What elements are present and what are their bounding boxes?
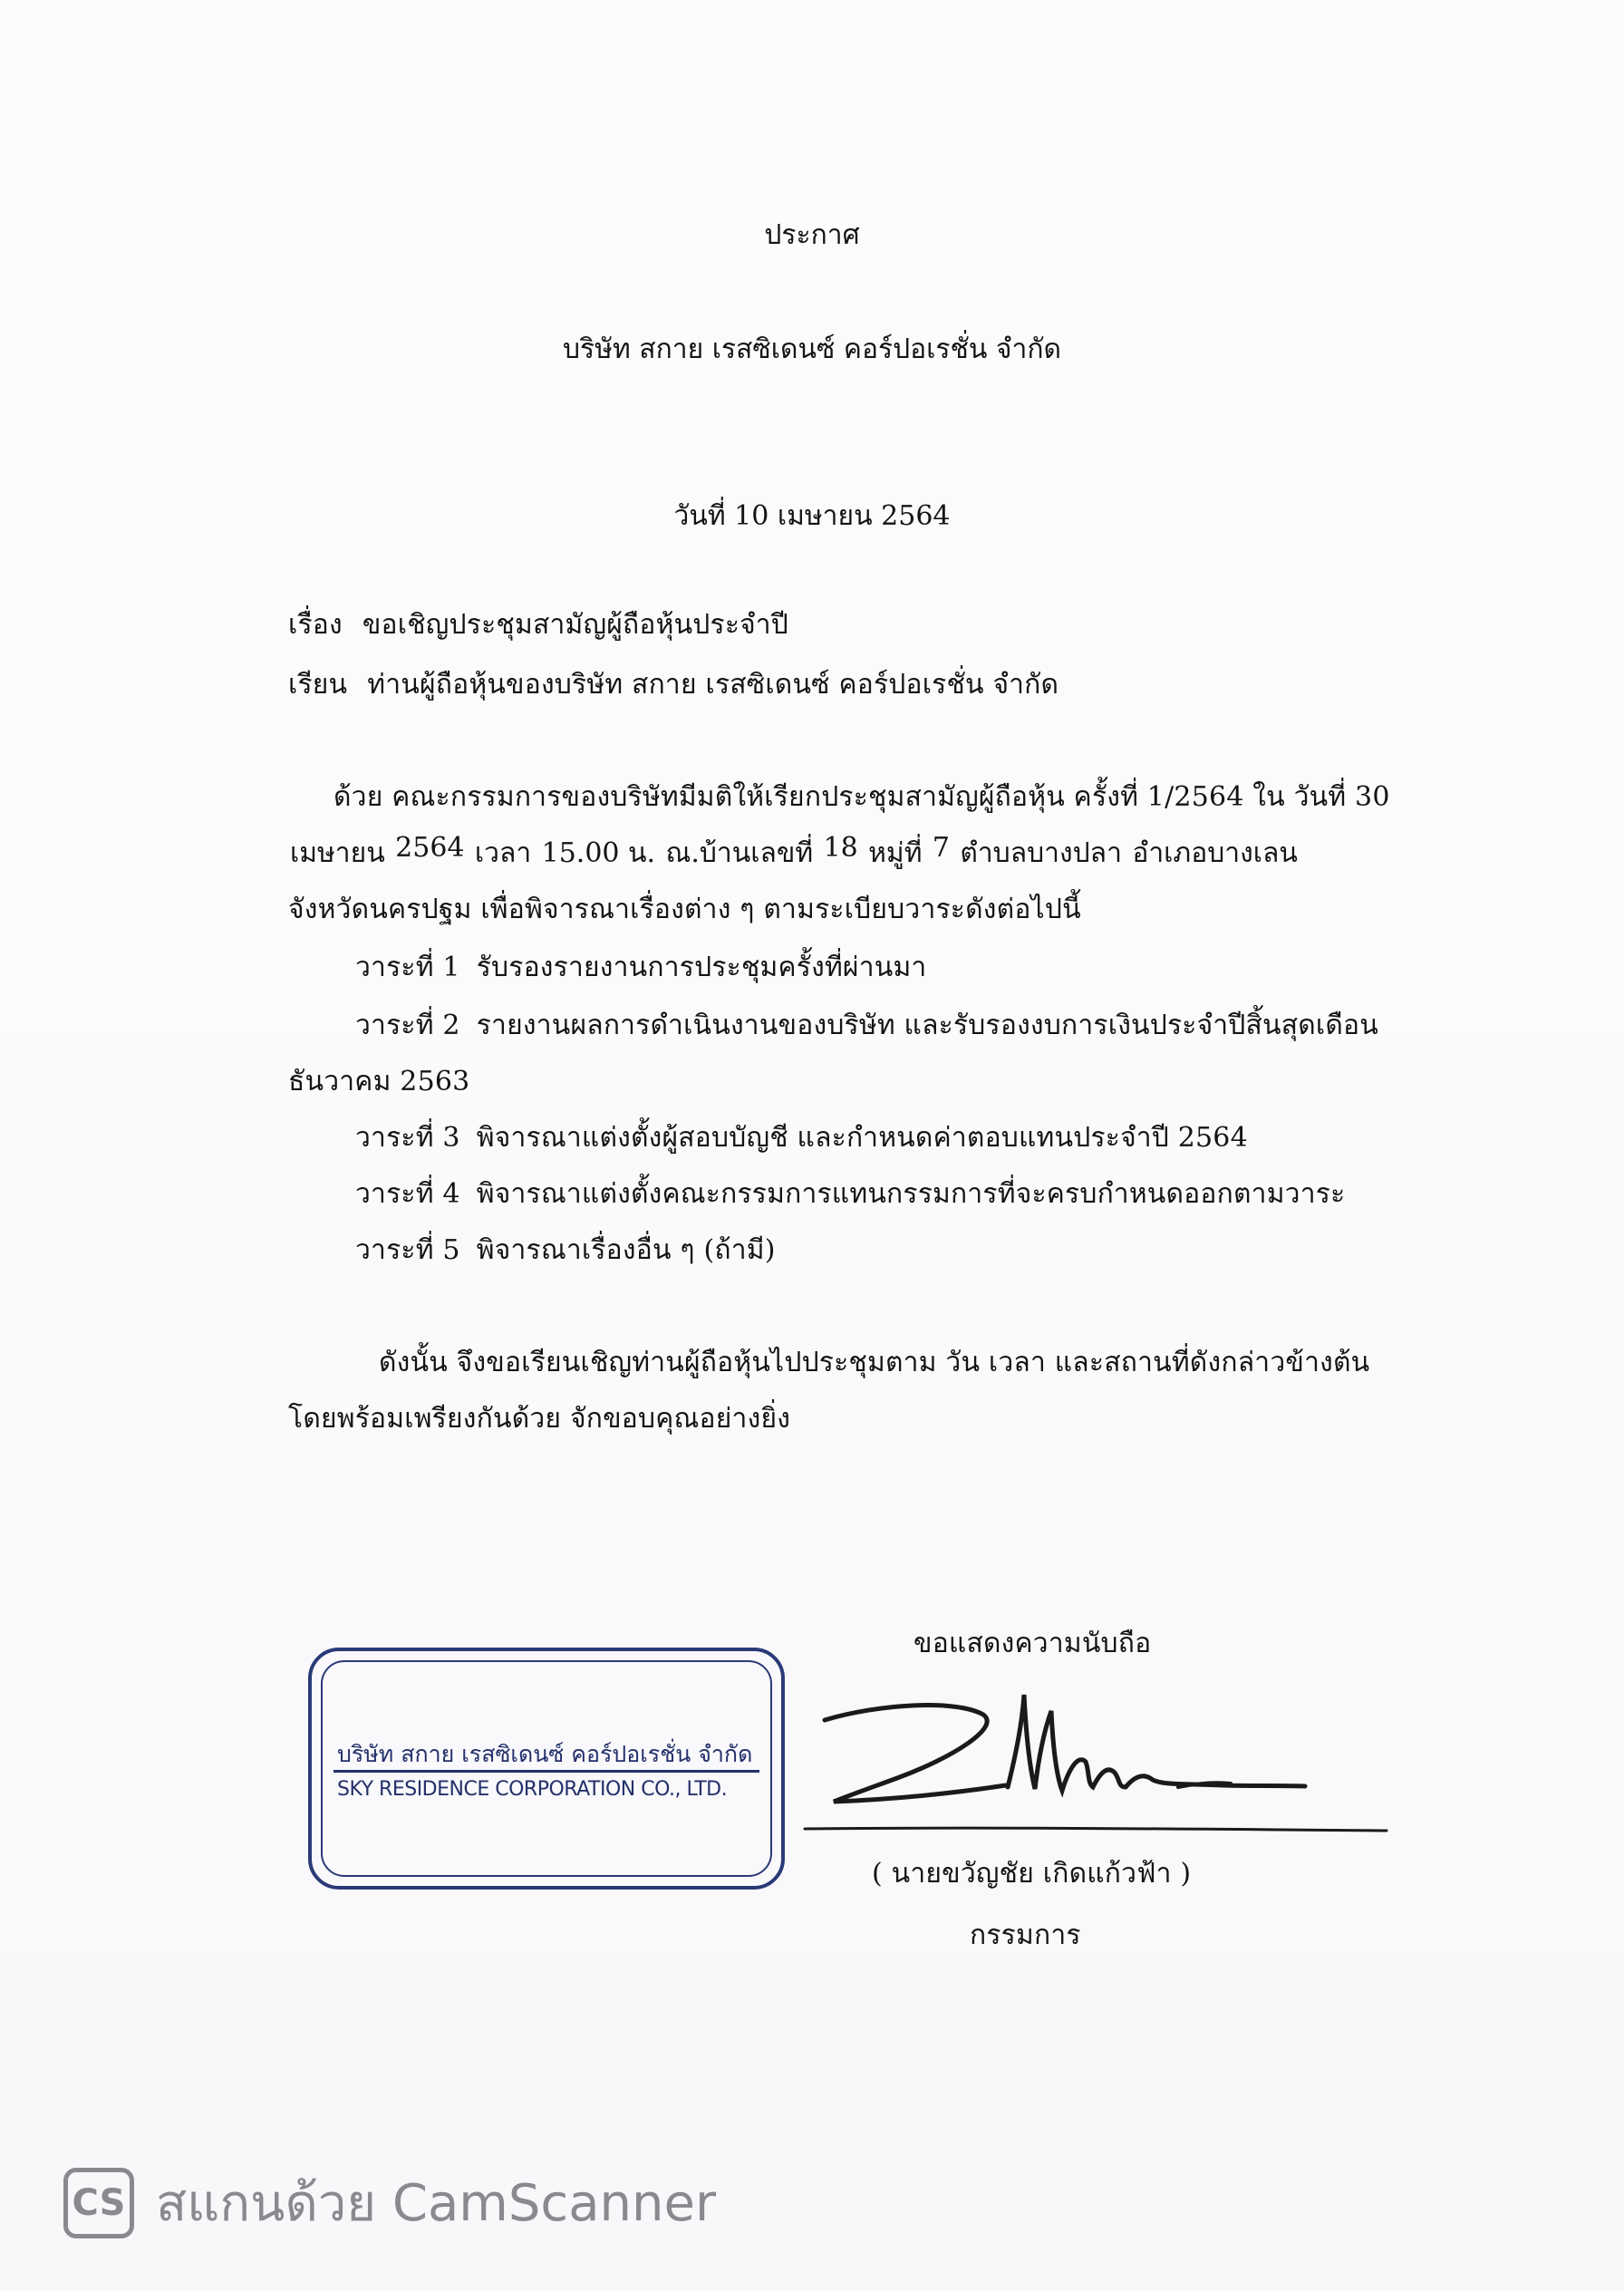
stamp-divider xyxy=(334,1770,759,1773)
body-line-3: จังหวัดนครปฐม เพื่อพิจารณาเรื่องต่าง ๆ ตามระเบียบวาระดังต่อไปนี้ xyxy=(288,894,1081,925)
camscanner-watermark xyxy=(63,2162,716,2243)
agenda-item-4 xyxy=(355,1173,1345,1215)
subject-text: ขอเชิญประชุมสามัญผู้ถือหุ้นประจำปี xyxy=(362,609,789,641)
agenda-item-3 xyxy=(355,1116,1248,1159)
body-word: อำเภอบางเลน xyxy=(1132,837,1298,869)
recipient-label: เรียน xyxy=(288,669,348,701)
agenda-text: พิจารณาแต่งตั้งผู้สอบบัญชี และกำหนดค่าตอบแทนประจำปี 2564 xyxy=(476,1122,1248,1154)
closing-line-1: ดังนั้น จึงขอเรียนเชิญท่านผู้ถือหุ้นไปประชุมตาม วัน เวลา และสถานที่ดังกล่าวข้างต้น xyxy=(379,1347,1370,1378)
body-word: 2564 xyxy=(395,832,465,864)
subject-line xyxy=(288,604,788,646)
company-title: บริษัท สกาย เรสซิเดนซ์ คอร์ปอเรชั่น จำกัด xyxy=(563,334,1061,365)
recipient-line xyxy=(288,663,1058,706)
agenda-text: รายงานผลการดำเนินงานของบริษัท และรับรองงบการเงินประจำปีสิ้นสุดเดือน xyxy=(476,1010,1378,1041)
agenda-label: วาระที่ 4 xyxy=(355,1178,460,1210)
body-word: 7 xyxy=(932,832,950,864)
agenda-text: พิจารณาแต่งตั้งคณะกรรมการแทนกรรมการที่จะครบกำหนดออกตามวาระ xyxy=(476,1178,1346,1210)
agenda-item-5 xyxy=(355,1229,776,1271)
stamp-name-th: บริษัท สกาย เรสซิเดนซ์ คอร์ปอเรชั่น จำกัด xyxy=(337,1741,753,1767)
body-word: ตำบลบางปลา xyxy=(960,837,1122,869)
subject-label: เรื่อง xyxy=(288,609,343,641)
body-word: หมู่ที่ xyxy=(868,837,923,869)
agenda-item-1 xyxy=(355,946,926,989)
agenda-item-2 xyxy=(355,1004,1378,1047)
body-word: เมษายน xyxy=(290,837,385,869)
agenda-label: วาระที่ 1 xyxy=(355,952,460,983)
signatory-position: กรรมการ xyxy=(970,1919,1081,1951)
regards-text: ขอแสดงความนับถือ xyxy=(914,1628,1152,1659)
body-word: 18 xyxy=(823,832,858,864)
camscanner-text: สแกนด้วย CamScanner xyxy=(156,2174,716,2233)
body-line-2 xyxy=(290,832,1298,875)
agenda-text: พิจารณาเรื่องอื่น ๆ (ถ้ามี) xyxy=(476,1234,776,1266)
body-word: เวลา xyxy=(474,837,532,869)
company-stamp xyxy=(308,1648,785,1890)
agenda-label: วาระที่ 3 xyxy=(355,1122,460,1154)
body-word: 15.00 น. xyxy=(541,837,656,869)
agenda-label: วาระที่ 2 xyxy=(355,1010,460,1041)
agenda-label: วาระที่ 5 xyxy=(355,1234,460,1266)
signatory-name: ( นายขวัญชัย เกิดแก้วฟ้า ) xyxy=(872,1858,1192,1890)
announcement-heading: ประกาศ xyxy=(764,219,860,251)
agenda-text: รับรองรายงานการประชุมครั้งที่ผ่านมา xyxy=(476,952,927,983)
camscanner-logo-icon: CS xyxy=(63,2168,134,2238)
closing-line-2: โดยพร้อมเพรียงกันด้วย จักขอบคุณอย่างยิ่ง xyxy=(288,1403,791,1435)
agenda-item-2-continuation: ธันวาคม 2563 xyxy=(288,1066,470,1097)
body-line-1: ด้วย คณะกรรมการของบริษัทมีมติให้เรียกประชุมสามัญผู้ถือหุ้น ครั้งที่ 1/2564 ใน วันที่ 30 xyxy=(334,781,1390,813)
recipient-text: ท่านผู้ถือหุ้นของบริษัท สกาย เรสซิเดนซ์ คอร์ปอเรชั่น จำกัด xyxy=(367,669,1059,701)
body-word: ณ.บ้านเลขที่ xyxy=(665,837,814,869)
handwritten-signature xyxy=(798,1668,1396,1840)
date-line: วันที่ 10 เมษายน 2564 xyxy=(673,500,951,532)
stamp-name-en: SKY RESIDENCE CORPORATION CO., LTD. xyxy=(337,1778,728,1801)
